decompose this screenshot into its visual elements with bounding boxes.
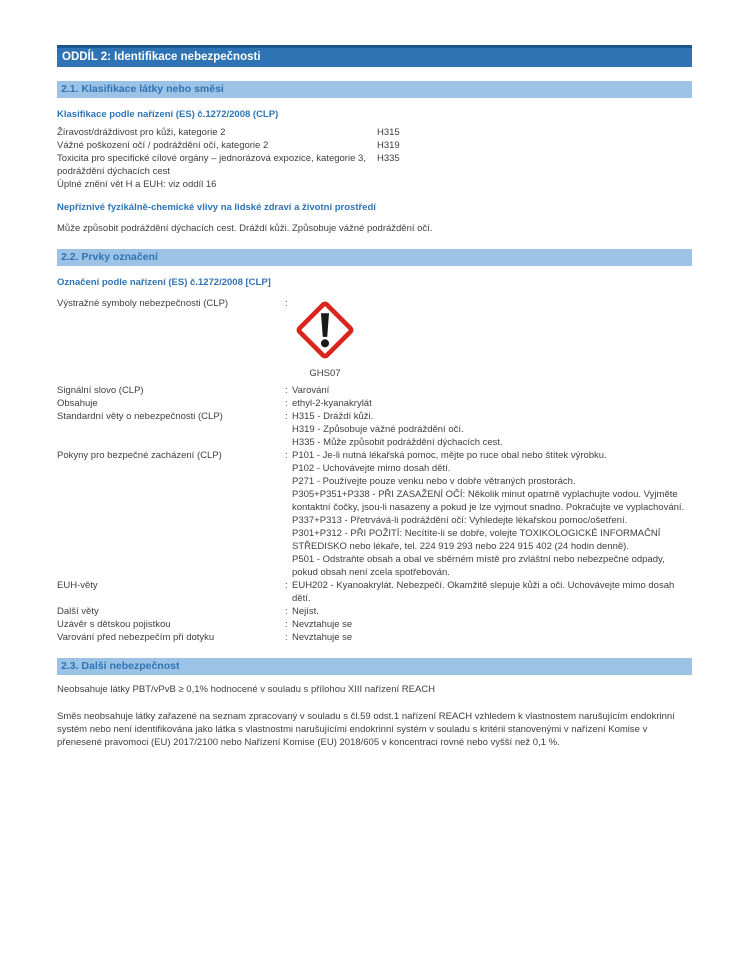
adverse-effects-text: Může způsobit podráždění dýchacích cest. Dráždí kůži. Způsobuje vážné podráždění očí. [57,223,433,234]
labeling-row-value [292,384,692,397]
section-2-2-bar: 2.2. Prvky označení [57,249,692,266]
value-line: P102 - Uchovávejte mimo dosah dětí. [292,463,451,474]
colon-separator: : [285,619,288,630]
colon-separator: : [285,580,288,591]
hazard-code: H315 [377,127,400,138]
colon-separator: : [285,298,288,309]
hazard-class-text: Toxicita pro specifické cílové orgány – jednorázová expozice, kategorie 3, podráždění dýchacích cest [57,153,366,177]
value-line: H319 - Způsobuje vážné podráždění očí. [292,424,464,435]
labeling-row-value [292,397,692,410]
value-line: H315 - Dráždí kůži. [292,411,374,422]
value-line: Varování [292,385,330,396]
endocrine-disruptor-statement: Směs neobsahuje látky zařazené na seznam zpracovaný v souladu s čl.59 odst.1 nařízení REACH vzhledem k vlastnostem narušujícím endokrinní systém nebo není identifikována jako látka s vlastnostmi narušujícími endokrinní systém v souladu s kritérii stanovenými v nařízení Komise v přenesené pravomoci (EU) 2017/2100 nebo Nařízení Komise (EU) 2018/605 v koncentraci rovné nebo vyšší než 0,1 %. [57,711,675,748]
value-line: H335 - Může způsobit podráždění dýchacích cest. [292,437,503,448]
value-line: Nevztahuje se [292,632,353,643]
colon-separator: : [285,450,288,461]
labeling-row-label: Standardní věty o nebezpečnosti (CLP) [57,411,223,422]
value-line: P501 - Odstraňte obsah a obal ve sběrném místě pro zvláštní nebo nebezpečné odpady, pokud obsah není zcela spotřebován. [292,554,665,578]
labeling-row [57,618,692,631]
labeling-row-value [292,631,692,644]
value-line: P305+P351+P338 - PŘI ZASAŽENÍ OČÍ: Několik minut opatrně vyplachujte vodou. Vyjměte kontaktní čočky, jsou-li nasazeny a pokud je lze vyjmout snadno. Pokračujte ve vyplachování. [292,489,685,513]
section-2-3-bar: 2.3. Další nebezpečnost [57,658,692,675]
adverse-effects-heading: Nepříznivé fyzikálně-chemické vlivy na lidské zdraví a životní prostředí [57,202,376,213]
hazard-code: H335 [377,153,400,164]
labeling-row-label: Varování před nebezpečím při dotyku [57,632,215,643]
labeling-row-pictograms [57,297,692,384]
value-line: P271 - Používejte pouze venku nebo v dobře větraných prostorách. [292,476,576,487]
section-2-header: ODDÍL 2: Identifikace nebezpečnosti [57,45,692,67]
labeling-row-label: EUH-věty [57,580,98,591]
labeling-row-value [292,579,692,605]
hazard-class-text: Žíravost/dráždivost pro kůži, kategorie 2 [57,127,226,138]
labeling-row [57,397,692,410]
labeling-row-value [292,410,692,449]
labeling-row-value [292,449,692,579]
labeling-row-value [292,605,692,618]
classification-row [57,126,692,139]
hazard-code: H319 [377,140,400,151]
labeling-row-value [292,618,692,631]
labeling-row-label: Další věty [57,606,99,617]
value-line: Nejíst. [292,606,319,617]
section-2-1-bar: 2.1. Klasifikace látky nebo směsi [57,81,692,98]
colon-separator: : [285,632,288,643]
labeling-rows-generated [57,384,692,644]
classification-rows [57,126,692,178]
labeling-row [57,449,692,579]
value-line: EUH202 - Kyanoakrylát. Nebezpečí. Okamžitě slepuje kůži a oči. Uchovávejte mimo dosah dětí. [292,580,675,604]
h-statements-note: Úplné znění vět H a EUH: viz oddíl 16 [57,179,217,190]
pbt-vpvb-statement: Neobsahuje látky PBT/vPvB ≥ 0,1% hodnocené v souladu s přílohou XIII nařízení REACH [57,684,436,695]
labeling-heading: Označení podle nařízení (ES) č.1272/2008 [CLP] [57,277,271,288]
ghs07-pictogram [292,297,358,384]
value-line: P101 - Je-li nutná lékařská pomoc, mějte po ruce obal nebo štítek výrobku. [292,450,607,461]
pictogram-row-label: Výstražné symboly nebezpečnosti (CLP) [57,298,229,309]
value-line: Nevztahuje se [292,619,353,630]
labeling-row-label: Signální slovo (CLP) [57,385,144,396]
labeling-row-label: Obsahuje [57,398,98,409]
classification-row [57,139,692,152]
labeling-row [57,631,692,644]
value-line: ethyl-2-kyanakrylát [292,398,372,409]
exclamation-mark-icon [294,299,356,361]
value-line: P337+P313 - Přetrvává-li podráždění očí: Vyhledejte lékařskou pomoc/ošetření. [292,515,628,526]
labeling-row [57,384,692,397]
labeling-row [57,579,692,605]
labeling-row [57,605,692,618]
colon-separator: : [285,411,288,422]
labeling-row-label: Uzávěr s dětskou pojistkou [57,619,171,630]
sds-page-content [57,0,692,749]
pictogram-caption: GHS07 [309,368,341,379]
colon-separator: : [285,606,288,617]
labeling-row-label: Pokyny pro bezpečné zacházení (CLP) [57,450,222,461]
hazard-class-text: Vážné poškození očí / podráždění očí, kategorie 2 [57,140,269,151]
labeling-row [57,410,692,449]
colon-separator: : [285,385,288,396]
classification-row [57,152,692,178]
colon-separator: : [285,398,288,409]
value-line: P301+P312 - PŘI POŽITÍ: Necítíte-li se dobře, volejte TOXIKOLOGICKÉ INFORMAČNÍ STŘEDISKO nebo lékaře, tel. 224 919 293 nebo 224 915 402 (24 hodin denně). [292,528,661,552]
classification-heading: Klasifikace podle nařízení (ES) č.1272/2008 (CLP) [57,109,279,120]
labeling-rows [57,297,692,644]
